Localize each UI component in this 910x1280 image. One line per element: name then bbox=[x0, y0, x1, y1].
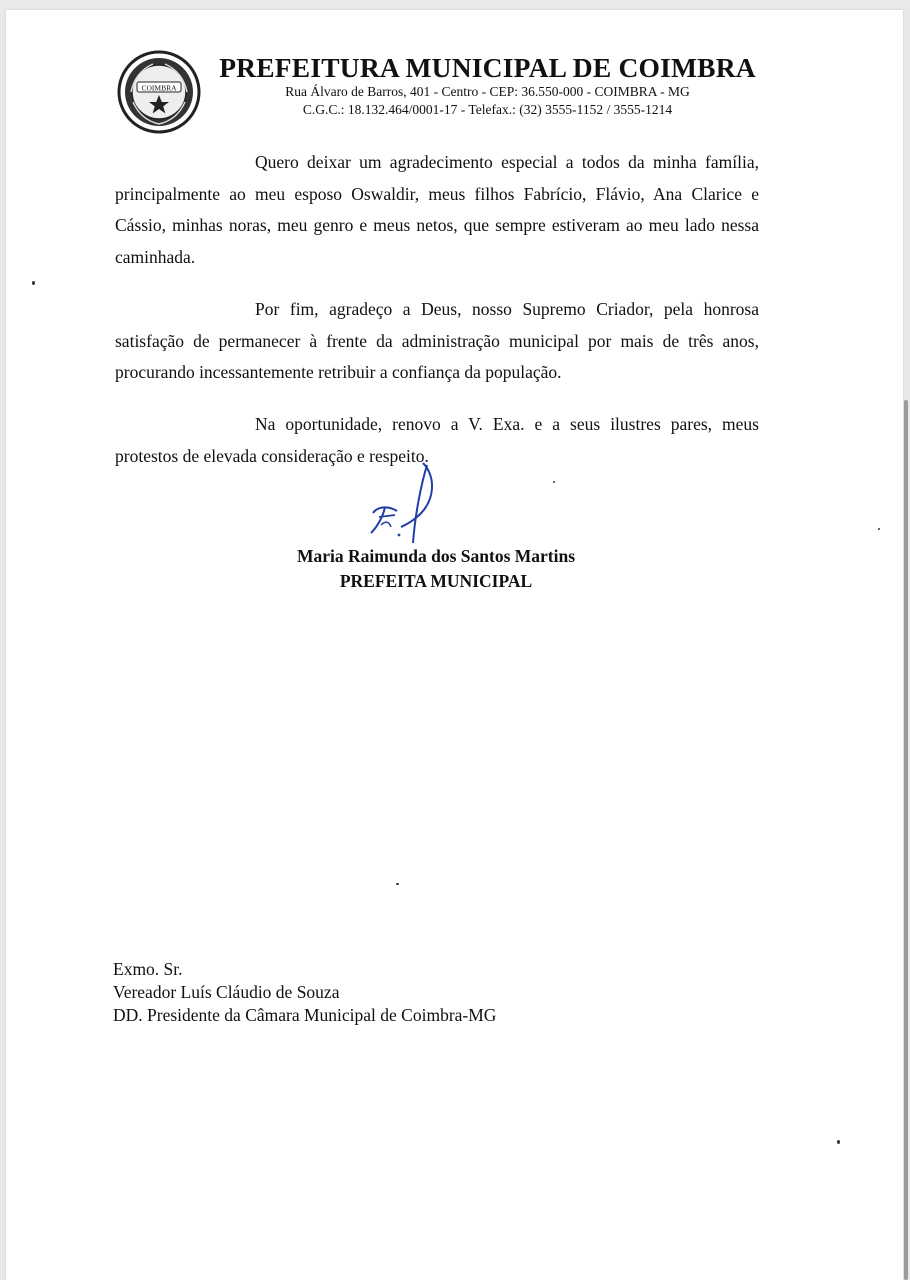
paragraph-god-thanks bbox=[115, 294, 759, 389]
scrollbar[interactable] bbox=[904, 400, 908, 1280]
municipal-seal-icon bbox=[117, 50, 201, 134]
signatory-role: PREFEITA MUNICIPAL bbox=[339, 571, 533, 591]
paper-speck bbox=[396, 883, 399, 885]
paragraph-family-thanks bbox=[115, 147, 759, 273]
paper-speck bbox=[32, 281, 35, 285]
addressee-name: Vereador Luís Cláudio de Souza bbox=[113, 982, 340, 1002]
letterhead-title: PREFEITURA MUNICIPAL DE COIMBRA bbox=[219, 52, 756, 83]
addressee-block bbox=[113, 958, 673, 1027]
paragraph-text: Na oportunidade, renovo a V. Exa. e a seus ilustres pares, meus protestos de elevada consideração e respeito. bbox=[115, 414, 759, 466]
paper-speck bbox=[553, 481, 555, 483]
paper-speck bbox=[878, 528, 880, 530]
addressee-position: DD. Presidente da Câmara Municipal de Coimbra-MG bbox=[113, 1005, 497, 1025]
paper-speck bbox=[837, 1140, 840, 1144]
svg-text:COIMBRA: COIMBRA bbox=[141, 83, 177, 93]
paragraph-text: Quero deixar um agradecimento especial a todos da minha família, principalmente ao meu esposo Oswaldir, meus filhos Fabrício, Flávio, Ana Clarice e Cássio, minhas noras, meu genro e meus netos, que sempre estiveram ao meu lado nessa caminhada. bbox=[115, 152, 759, 267]
addressee-salutation: Exmo. Sr. bbox=[113, 959, 183, 979]
paragraph-text: Por fim, agradeço a Deus, nosso Supremo Criador, pela honrosa satisfação de permanecer à frente da administração municipal por mais de três anos, procurando incessantemente retribuir a confiança da população. bbox=[115, 299, 759, 382]
handwritten-signature bbox=[355, 455, 455, 550]
letterhead-contact: C.G.C.: 18.132.464/0001-17 - Telefax.: (32) 3555-1152 / 3555-1214 bbox=[302, 102, 673, 117]
letterhead-address: Rua Álvaro de Barros, 401 - Centro - CEP: 36.550-000 - COIMBRA - MG bbox=[285, 84, 690, 99]
signatory-name: Maria Raimunda dos Santos Martins bbox=[296, 546, 576, 566]
